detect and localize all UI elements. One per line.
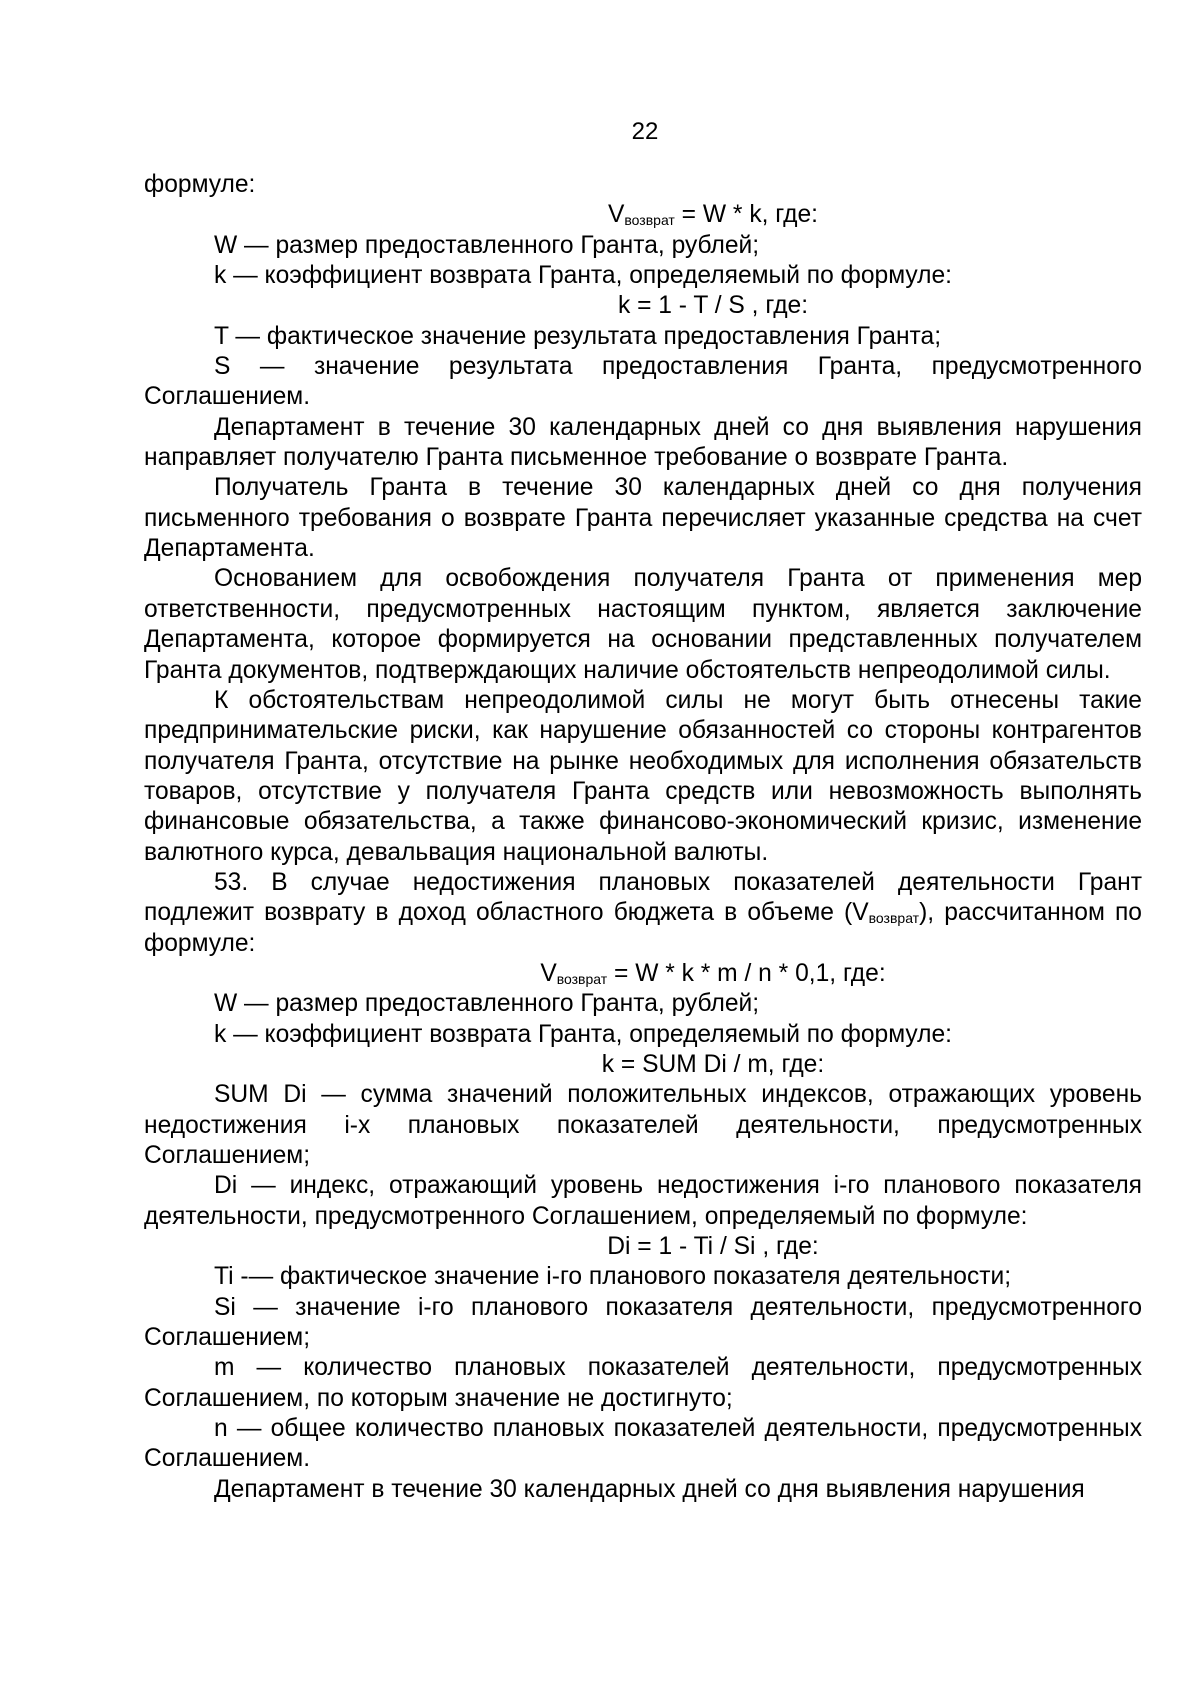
paragraph: Di — индекс, отражающий уровень недостижения i-го планового показателя деятельности, предусмотренного Соглашением, определяемый по формуле: bbox=[144, 1172, 1142, 1230]
paragraph: S — значение результата предоставления Гранта, предусмотренного Соглашением. bbox=[144, 353, 1142, 411]
paragraph-clause-53 bbox=[144, 868, 1142, 959]
document-body bbox=[144, 170, 1142, 1505]
page-number: 22 bbox=[631, 118, 659, 145]
formula-k-sum: k = SUM Di / m, где: bbox=[601, 1050, 825, 1078]
formula-return-volume-2 bbox=[144, 959, 1142, 989]
formula-lhs: V bbox=[540, 959, 557, 987]
paragraph: SUM Di — сумма значений положительных индексов, отражающих уровень недостижения i-х плановых показателей деятельности, предусмотренных Соглашением; bbox=[144, 1081, 1142, 1169]
paragraph: k — коэффициент возврата Гранта, определяемый по формуле: bbox=[214, 1020, 953, 1048]
paragraph: Получатель Гранта в течение 30 календарных дней со дня получения письменного требования о возврате Гранта перечисляет указанные средства на счет Департамента. bbox=[144, 474, 1142, 563]
formula-subscript: возврат bbox=[556, 970, 608, 987]
formula-lhs: V bbox=[607, 201, 625, 229]
paragraph: W — размер предоставленного Гранта, рублей; bbox=[214, 990, 760, 1018]
paragraph: W — размер предоставленного Гранта, рублей; bbox=[214, 231, 760, 259]
paragraph: m — количество плановых показателей деятельности, предусмотренных Соглашением, по которым значение не достигнуто; bbox=[144, 1354, 1142, 1412]
paragraph: Департамент в течение 30 календарных дней со дня выявления нарушения направляет получателю Гранта письменное требование о возврате Гранта. bbox=[144, 413, 1142, 472]
paragraph: Основанием для освобождения получателя Гранта от применения мер ответственности, предусмотренных настоящим пунктом, является заключение Департамента, которое формируется на основании представленных получателем Гранта документов, подтверждающих наличие обстоятельств непреодолимой силы. bbox=[144, 565, 1142, 684]
clause-text: ), рассчитанном по формуле: bbox=[144, 899, 1142, 957]
paragraph: К обстоятельствам непреодолимой силы не могут быть отнесены такие предпринимательские риски, как нарушение обязанностей со стороны контрагентов получателя Гранта, отсутствие на рынке необходимых для исполнения обязательств товаров, отсутствие у получателя Гранта средств или невозможность выполнять финансовые обязательства, а также финансово-экономический кризис, изменение валютного курса, девальвация национальной валюты. bbox=[144, 686, 1142, 866]
formula-k: k = 1 - T / S , где: bbox=[617, 292, 809, 320]
paragraph: Ti -— фактическое значение i-го планового показателя деятельности; bbox=[214, 1263, 1012, 1291]
paragraph: Департамент в течение 30 календарных дней со дня выявления нарушения bbox=[214, 1475, 1085, 1503]
formula-di: Di = 1 - Ti / Si , где: bbox=[607, 1233, 819, 1261]
formula-subscript: возврат bbox=[868, 910, 920, 927]
paragraph: Si — значение i-го планового показателя деятельности, предусмотренного Соглашением; bbox=[144, 1293, 1142, 1352]
paragraph: T — фактическое значение результата предоставления Гранта; bbox=[214, 322, 942, 350]
paragraph: k — коэффициент возврата Гранта, определяемый по формуле: bbox=[214, 262, 953, 290]
clause-text: 53. В случае недостижения плановых показателей деятельности Грант подлежит возврату в доход областного бюджета в объеме (V bbox=[144, 868, 1142, 927]
paragraph: n — общее количество плановых показателей деятельности, предусмотренных Соглашением. bbox=[144, 1415, 1142, 1473]
formula-return-volume bbox=[144, 200, 1142, 230]
formula-rhs: = W * k, где: bbox=[674, 201, 819, 229]
formula-subscript: возврат bbox=[624, 212, 675, 229]
paragraph: формуле: bbox=[144, 171, 256, 198]
formula-rhs: = W * k * m / n * 0,1, где: bbox=[607, 959, 886, 987]
